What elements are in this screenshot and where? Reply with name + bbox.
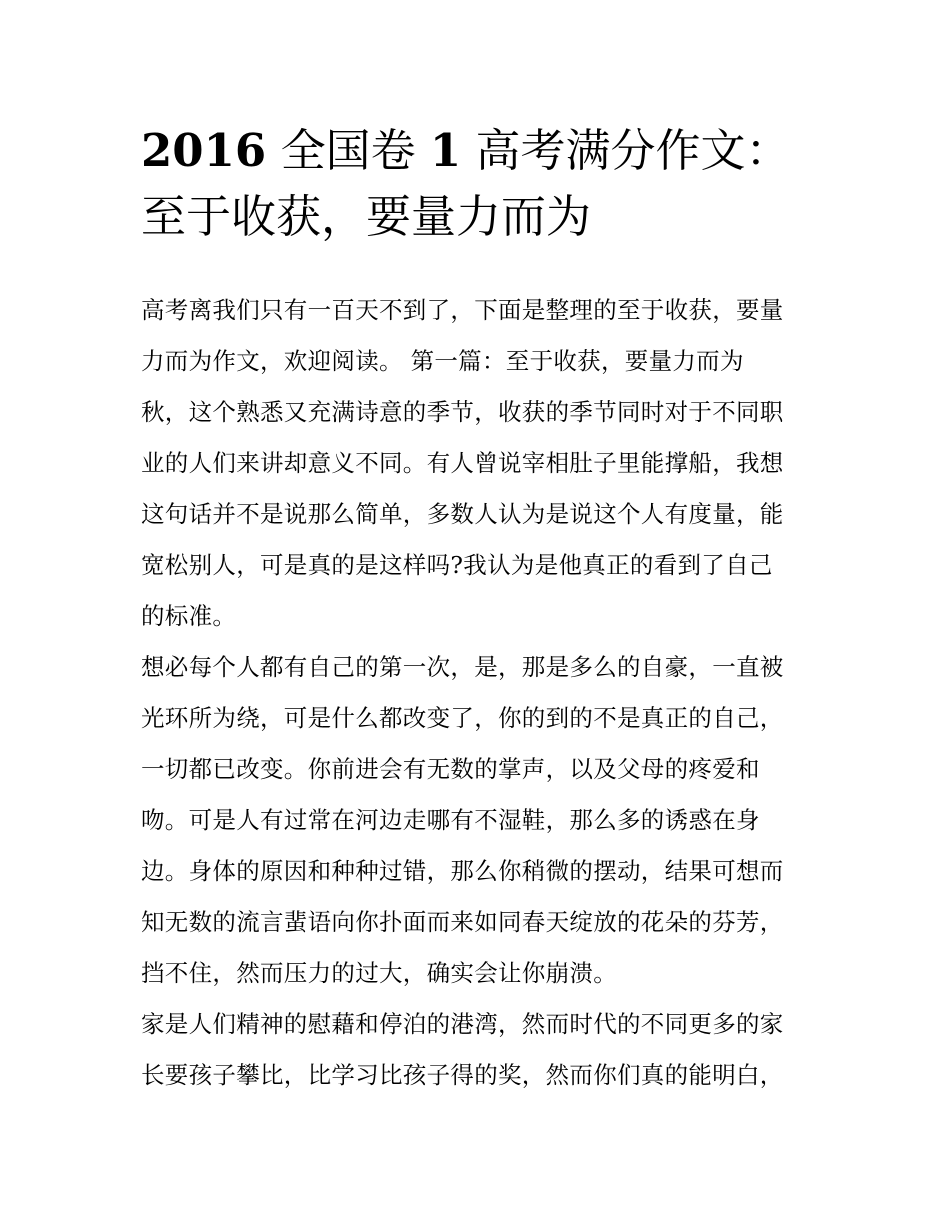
- title-volume-number: 1: [429, 124, 462, 177]
- body-line: 这句话并不是说那么简单，多数人认为是说这个人有度量，能: [141, 500, 784, 528]
- body-line: 一切都已改变。你前进会有无数的掌声，以及父母的疼爱和: [141, 755, 760, 783]
- body-line: 边。身体的原因和种种过错，那么你稍微的摆动，结果可想而: [141, 857, 784, 885]
- body-line: 力而为作文，欢迎阅读。 第一篇：至于收获，要量力而为: [141, 347, 744, 375]
- title-line-2: 至于收获，要量力而为: [141, 190, 592, 243]
- body-line: 想必每个人都有自己的第一次，是，那是多么的自豪，一直被: [141, 653, 784, 681]
- article-body: [141, 285, 821, 1101]
- body-line: 知无数的流言蜚语向你扑面而来如同春天绽放的花朵的芬芳，: [141, 908, 784, 936]
- body-line: 家是人们精神的慰藉和停泊的港湾，然而时代的不同更多的家: [141, 1010, 784, 1038]
- body-line: 长要孩子攀比，比学习比孩子得的奖，然而你们真的能明白，: [141, 1061, 784, 1089]
- page-title: [141, 118, 841, 250]
- body-line: 业的人们来讲却意义不同。有人曾说宰相肚子里能撑船，我想: [141, 449, 784, 477]
- title-exam-name: 全国卷: [280, 124, 416, 177]
- title-essay-label: 高考满分作文：: [475, 124, 791, 177]
- body-line: 光环所为绕，可是什么都改变了，你的到的不是真正的自己，: [141, 704, 784, 732]
- body-line: 的标准。: [141, 602, 237, 630]
- body-line: 挡不住，然而压力的过大，确实会让你崩溃。: [141, 959, 617, 987]
- title-year: 2016: [141, 124, 267, 177]
- title-line-1: [141, 124, 791, 177]
- body-line: 秋，这个熟悉又充满诗意的季节，收获的季节同时对于不同职: [141, 398, 784, 426]
- body-line: 高考离我们只有一百天不到了，下面是整理的至于收获，要量: [141, 296, 784, 324]
- body-line: 吻。可是人有过常在河边走哪有不湿鞋，那么多的诱惑在身: [141, 806, 760, 834]
- body-line: 宽松别人，可是真的是这样吗?我认为是他真正的看到了自己: [141, 551, 773, 579]
